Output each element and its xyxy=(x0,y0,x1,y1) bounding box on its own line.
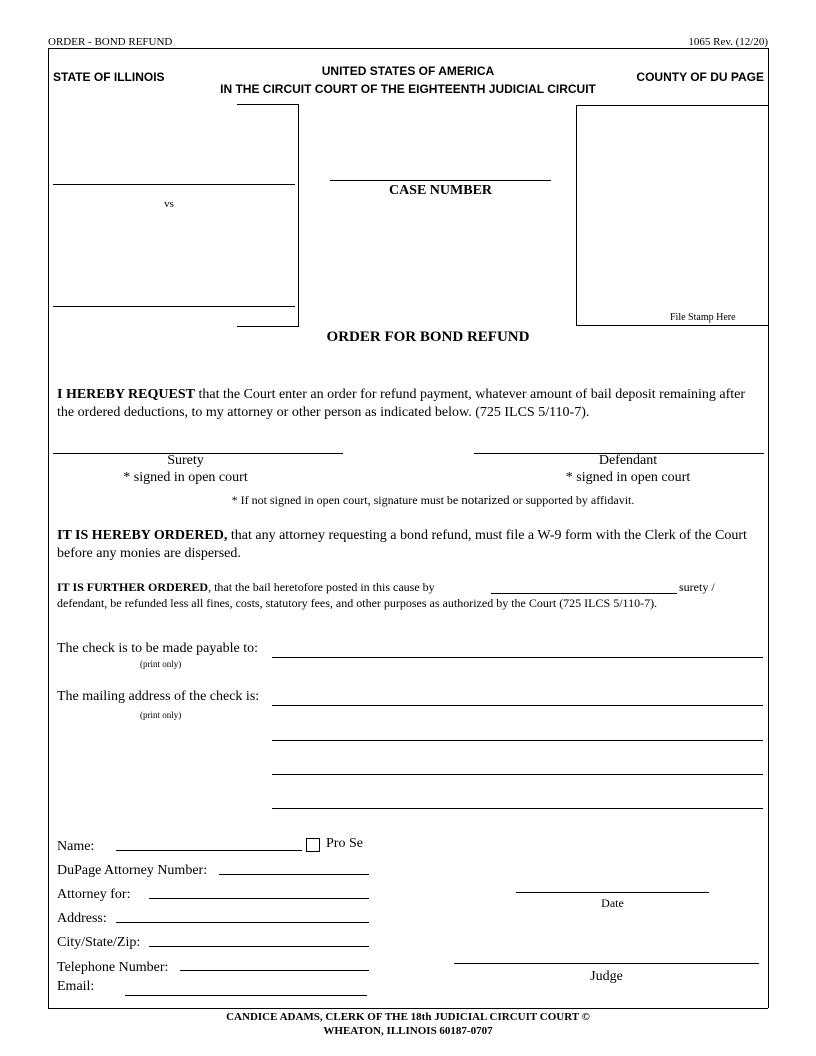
mailing-input-line-3[interactable] xyxy=(272,774,763,775)
plaintiff-line[interactable] xyxy=(53,184,295,185)
date-signature-line[interactable] xyxy=(516,892,709,893)
name-input-line[interactable] xyxy=(116,850,302,851)
state-label: STATE OF ILLINOIS xyxy=(53,70,165,84)
surety-label: Surety xyxy=(167,453,204,468)
footnote-part-c: or supported by affidavit. xyxy=(509,493,635,507)
payable-note: (print only) xyxy=(140,659,182,669)
mailing-note: (print only) xyxy=(140,710,182,720)
ordered-paragraph xyxy=(57,527,762,563)
case-number-label: CASE NUMBER xyxy=(388,183,493,198)
request-paragraph xyxy=(57,386,757,422)
name-label: Name: xyxy=(57,839,95,854)
further-text3: defendant, be refunded less all fines, costs, statutory fees, and other purposes as authorized by the Court (725 ILCS 5/110-7). xyxy=(57,596,658,610)
footnote-part-b: notarized xyxy=(461,492,510,507)
payable-input-line[interactable] xyxy=(272,657,763,658)
form-revision: 1065 Rev. (12/20) xyxy=(688,36,768,48)
ordered-text: that any attorney requesting a bond refund, must file a W-9 form with the Clerk of the Court before any monies are dispersed. xyxy=(57,528,747,561)
city-state-zip-input-line[interactable] xyxy=(149,946,369,947)
case-number-line[interactable] xyxy=(330,180,551,181)
attorney-for-label: Attorney for: xyxy=(57,887,131,902)
page-border-right xyxy=(768,48,769,1008)
further-text1: , that the bail heretofore posted in this cause by xyxy=(208,580,435,594)
page-title: ORDER FOR BOND REFUND xyxy=(326,329,530,345)
mailing-label: The mailing address of the check is: xyxy=(57,689,260,704)
request-text: that the Court enter an order for refund payment, whatever amount of bail deposit remaining after the ordered deductions, to my attorney or other person as indicated below. (725 ILCS 5/110-7). xyxy=(57,387,746,420)
file-stamp-label: File Stamp Here xyxy=(670,312,736,323)
caption-box-right xyxy=(298,104,299,326)
mailing-input-line-4[interactable] xyxy=(272,808,763,809)
dupage-number-input-line[interactable] xyxy=(219,874,369,875)
date-label: Date xyxy=(601,896,624,910)
judge-label: Judge xyxy=(590,969,623,984)
footer-clerk: CANDICE ADAMS, CLERK OF THE 18th JUDICIAL CIRCUIT COURT © xyxy=(226,1011,590,1023)
city-state-zip-label: City/State/Zip: xyxy=(57,935,141,950)
footnote-part-a: * If not signed in open court, signature must be xyxy=(231,493,462,507)
pro-se-checkbox[interactable] xyxy=(306,838,320,852)
posted-by-line[interactable] xyxy=(491,593,677,594)
telephone-label: Telephone Number: xyxy=(57,960,169,975)
request-bold: I HEREBY REQUEST xyxy=(57,387,195,402)
mailing-input-line-1[interactable] xyxy=(272,705,763,706)
page-border-bottom xyxy=(48,1008,768,1009)
defendant-caption-line[interactable] xyxy=(53,306,295,307)
footer-address: WHEATON, ILLINOIS 60187-0707 xyxy=(323,1025,493,1037)
surety-note: * signed in open court xyxy=(123,470,248,485)
court-label: IN THE CIRCUIT COURT OF THE EIGHTEENTH JUDICIAL CIRCUIT xyxy=(220,82,596,96)
email-input-line[interactable] xyxy=(125,995,367,996)
pro-se-label: Pro Se xyxy=(326,836,363,851)
address-label: Address: xyxy=(57,911,107,926)
further-ordered-line1 xyxy=(57,580,435,595)
mailing-input-line-2[interactable] xyxy=(272,740,763,741)
telephone-input-line[interactable] xyxy=(180,970,369,971)
caption-box-top xyxy=(237,104,299,105)
caption-box-bottom xyxy=(237,326,299,327)
county-label: COUNTY OF DU PAGE xyxy=(636,70,764,84)
vs-label: vs xyxy=(164,198,174,210)
defendant-note: * signed in open court xyxy=(565,470,691,485)
form-name: ORDER - BOND REFUND xyxy=(48,36,173,48)
address-input-line[interactable] xyxy=(116,922,369,923)
dupage-number-label: DuPage Attorney Number: xyxy=(57,863,208,878)
ordered-bold: IT IS HEREBY ORDERED, xyxy=(57,528,228,543)
header-divider xyxy=(48,48,768,49)
defendant-label: Defendant xyxy=(598,453,658,468)
email-label: Email: xyxy=(57,979,95,994)
attorney-for-input-line[interactable] xyxy=(149,898,369,899)
payable-label: The check is to be made payable to: xyxy=(57,641,258,656)
file-stamp-box xyxy=(576,105,768,326)
notarize-footnote xyxy=(48,492,816,508)
further-bold: IT IS FURTHER ORDERED xyxy=(57,580,209,594)
further-text2: surety / xyxy=(679,580,715,594)
country-label: UNITED STATES OF AMERICA xyxy=(321,64,495,78)
page-border-left xyxy=(48,48,49,1008)
judge-signature-line[interactable] xyxy=(454,963,759,964)
